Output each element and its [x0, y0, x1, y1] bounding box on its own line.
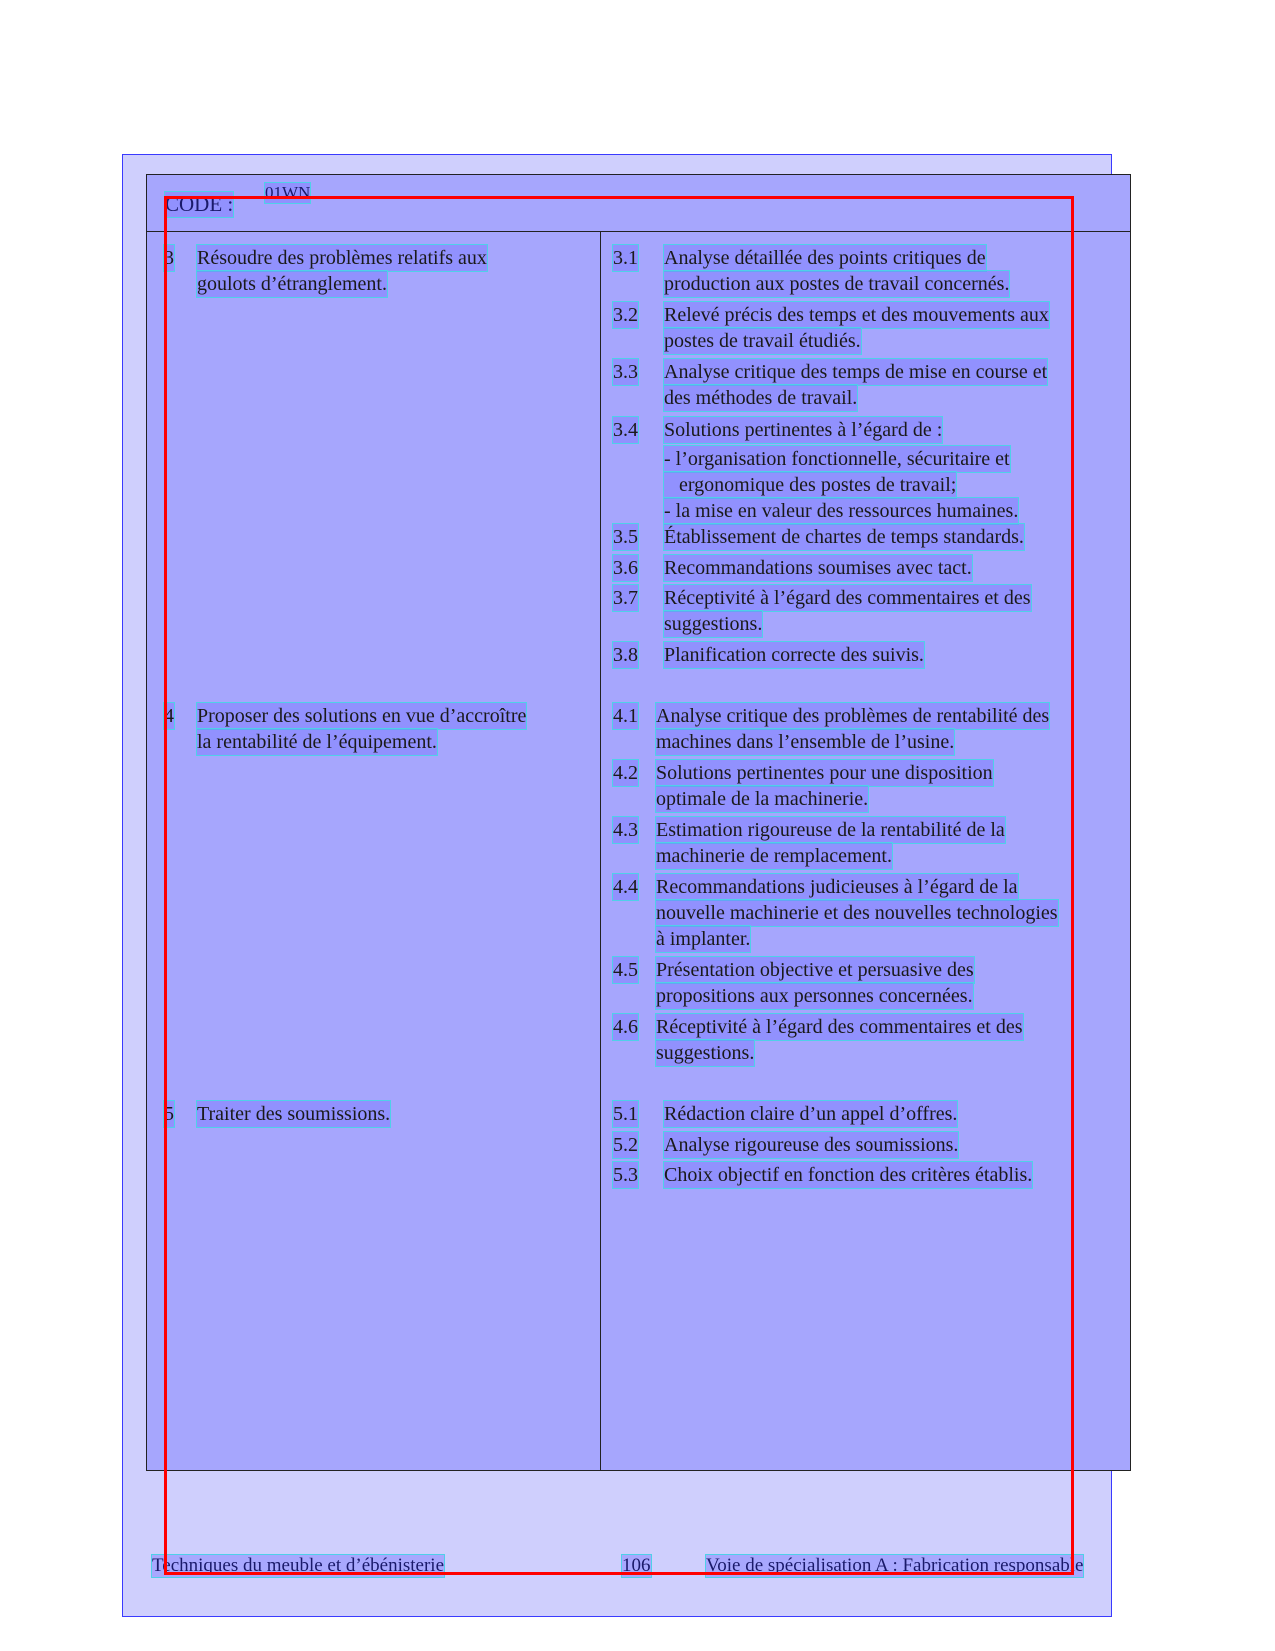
criterion-number: 4.4: [613, 876, 638, 898]
section-title-line: la rentabilité de l’équipement.: [197, 731, 437, 753]
section-number: 3: [164, 247, 174, 269]
criterion-line: postes de travail étudiés.: [664, 330, 861, 352]
criterion-line: Établissement de chartes de temps standards.: [664, 526, 1024, 548]
criterion-subitem: ergonomique des postes de travail;: [664, 474, 957, 496]
criterion-line: Analyse détaillée des points critiques de: [664, 247, 986, 269]
column-divider: [600, 231, 601, 1470]
footer-left: Techniques du meuble et d’ébénisterie: [152, 1555, 445, 1576]
criterion-number: 5.2: [613, 1134, 638, 1156]
criterion-line: Choix objectif en fonction des critères établis.: [664, 1164, 1033, 1186]
page-number: 106: [622, 1555, 651, 1576]
criterion-number: 4.6: [613, 1016, 638, 1038]
criterion-line: Solutions pertinentes pour une disposition: [656, 762, 993, 784]
criterion-line: Réceptivité à l’égard des commentaires et des: [664, 587, 1031, 609]
criterion-line: suggestions.: [656, 1042, 755, 1064]
criterion-number: 5.1: [613, 1103, 638, 1125]
criterion-number: 3.5: [613, 526, 638, 548]
criterion-line: production aux postes de travail concernés.: [664, 273, 1010, 295]
criterion-number: 4.5: [613, 959, 638, 981]
criterion-line: optimale de la machinerie.: [656, 788, 869, 810]
criterion-line: des méthodes de travail.: [664, 387, 858, 409]
footer-right: Voie de spécialisation A : Fabrication responsable: [706, 1555, 1084, 1576]
criterion-number: 3.1: [613, 247, 638, 269]
table-header-row: [147, 175, 1130, 232]
criterion-line: Relevé précis des temps et des mouvements aux: [664, 304, 1049, 326]
criterion-line: machines dans l’ensemble de l’usine.: [656, 731, 955, 753]
criterion-subitem: - l’organisation fonctionnelle, sécuritaire et: [664, 448, 1010, 470]
section-title-line: Résoudre des problèmes relatifs aux: [197, 247, 487, 269]
criterion-line: Recommandations soumises avec tact.: [664, 557, 972, 579]
criterion-line: Solutions pertinentes à l’égard de :: [664, 419, 943, 441]
section-number: 4: [164, 705, 174, 727]
section-title-line: Traiter des soumissions.: [197, 1103, 391, 1125]
criterion-line: Analyse rigoureuse des soumissions.: [664, 1134, 959, 1156]
section-title-line: Proposer des solutions en vue d’accroître: [197, 705, 527, 727]
criterion-line: Estimation rigoureuse de la rentabilité de la: [656, 819, 1005, 841]
section-title-line: goulots d’étranglement.: [197, 273, 387, 295]
criterion-line: machinerie de remplacement.: [656, 845, 892, 867]
criterion-line: Rédaction claire d’un appel d’offres.: [664, 1103, 958, 1125]
criterion-number: 3.2: [613, 304, 638, 326]
criterion-number: 4.3: [613, 819, 638, 841]
criterion-number: 5.3: [613, 1164, 638, 1186]
criterion-number: 4.2: [613, 762, 638, 784]
criterion-line: Recommandations judicieuses à l’égard de la: [656, 876, 1018, 898]
code-label: CODE :: [165, 192, 234, 216]
criterion-line: propositions aux personnes concernées.: [656, 985, 973, 1007]
criterion-line: suggestions.: [664, 613, 763, 635]
section-number: 5: [164, 1103, 174, 1125]
criterion-line: nouvelle machinerie et des nouvelles technologies: [656, 902, 1058, 924]
criterion-number: 3.7: [613, 587, 638, 609]
code-value: 01WN: [265, 183, 311, 202]
criterion-number: 3.3: [613, 361, 638, 383]
criterion-subitem: - la mise en valeur des ressources humaines.: [664, 500, 1019, 522]
criterion-line: Analyse critique des problèmes de rentabilité des: [656, 705, 1050, 727]
criterion-line: à implanter.: [656, 928, 751, 950]
criterion-number: 3.8: [613, 644, 638, 666]
criterion-number: 3.4: [613, 419, 638, 441]
criterion-number: 4.1: [613, 705, 638, 727]
criterion-line: Planification correcte des suivis.: [664, 644, 924, 666]
criterion-line: Réceptivité à l’égard des commentaires et des: [656, 1016, 1023, 1038]
criterion-line: Présentation objective et persuasive des: [656, 959, 974, 981]
criterion-line: Analyse critique des temps de mise en course et: [664, 361, 1048, 383]
criterion-number: 3.6: [613, 557, 638, 579]
